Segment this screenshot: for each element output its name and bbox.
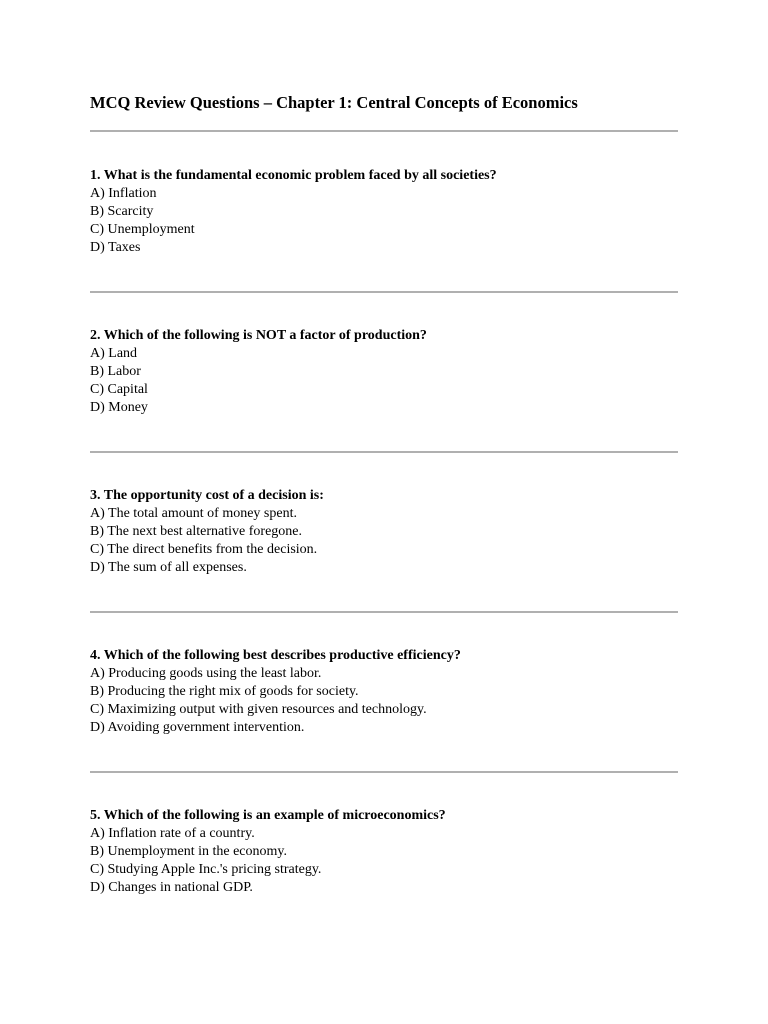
question-4 xyxy=(90,647,690,737)
option-d: D) Money xyxy=(90,400,148,415)
option-list xyxy=(90,665,690,737)
question-1 xyxy=(90,167,690,257)
divider xyxy=(90,291,678,293)
option-b: B) Labor xyxy=(90,364,141,379)
option-d: D) Changes in national GDP. xyxy=(90,880,253,895)
option-d: D) Taxes xyxy=(90,240,141,255)
divider xyxy=(90,451,678,453)
option-b: B) Producing the right mix of goods for society. xyxy=(90,684,359,699)
question-5 xyxy=(90,807,690,897)
option-d: D) Avoiding government intervention. xyxy=(90,720,305,735)
option-a: A) Producing goods using the least labor. xyxy=(90,666,322,681)
option-c: C) Unemployment xyxy=(90,222,195,237)
question-text: 1. What is the fundamental economic problem faced by all societies? xyxy=(90,168,497,183)
question-2 xyxy=(90,327,690,417)
option-c: C) The direct benefits from the decision. xyxy=(90,542,318,557)
option-b: B) Scarcity xyxy=(90,204,154,219)
option-c: C) Capital xyxy=(90,382,148,397)
question-text: 4. Which of the following best describes productive efficiency? xyxy=(90,648,461,663)
question-text: 5. Which of the following is an example of microeconomics? xyxy=(90,808,446,823)
option-c: C) Studying Apple Inc.'s pricing strategy. xyxy=(90,862,322,877)
option-d: D) The sum of all expenses. xyxy=(90,560,247,575)
divider xyxy=(90,611,678,613)
divider xyxy=(90,130,678,132)
option-c: C) Maximizing output with given resources and technology. xyxy=(90,702,427,717)
option-a: A) Inflation xyxy=(90,186,157,201)
question-3 xyxy=(90,487,690,577)
question-text: 3. The opportunity cost of a decision is: xyxy=(90,488,324,503)
divider xyxy=(90,771,678,773)
option-list xyxy=(90,825,690,897)
question-text: 2. Which of the following is NOT a factor of production? xyxy=(90,328,427,343)
option-list xyxy=(90,185,690,257)
option-a: A) The total amount of money spent. xyxy=(90,506,297,521)
option-b: B) Unemployment in the economy. xyxy=(90,844,287,859)
option-a: A) Inflation rate of a country. xyxy=(90,826,255,841)
option-list xyxy=(90,505,690,577)
option-a: A) Land xyxy=(90,346,138,361)
option-b: B) The next best alternative foregone. xyxy=(90,524,302,539)
option-list xyxy=(90,345,690,417)
document-title: MCQ Review Questions – Chapter 1: Central Concepts of Economics xyxy=(90,93,578,112)
